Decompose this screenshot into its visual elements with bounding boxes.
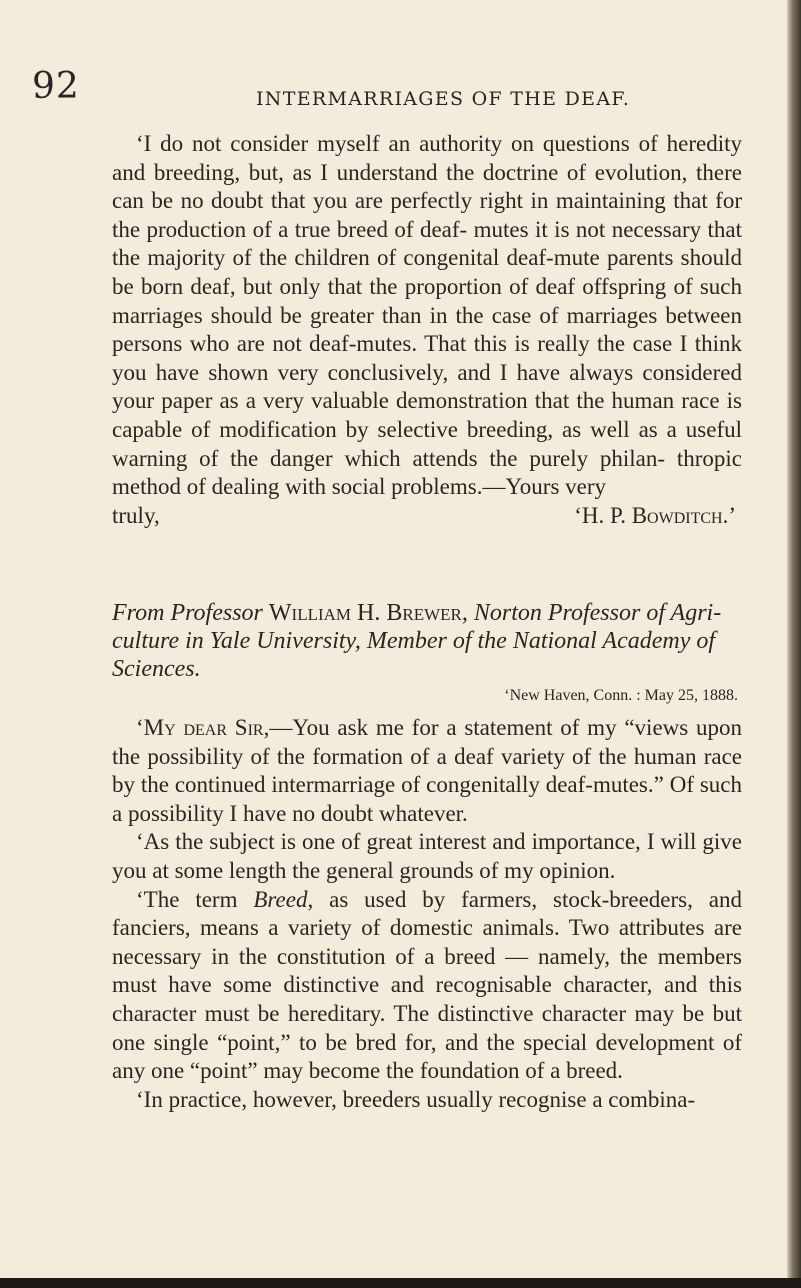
dateline: ‘New Haven, Conn. : May 25, 1888. bbox=[504, 687, 738, 704]
paragraph: ‘In practice, however, breeders usually recognise a combina- bbox=[136, 1086, 696, 1112]
running-title: INTERMARRIAGES OF THE DEAF. bbox=[256, 88, 631, 110]
letter-bowditch bbox=[112, 130, 742, 530]
emphasis-breed: Breed bbox=[253, 886, 308, 912]
letter-brewer-heading: From Professor William H. Brewer, Norton Professor of Agri-culture in Yale University, Member of the National Academy of Sciences. bbox=[112, 600, 722, 682]
page-number: 92 bbox=[32, 66, 80, 107]
letter-bowditch-closing-line bbox=[112, 502, 742, 531]
letter-bowditch-body: ‘I do not consider myself an authority on questions of heredity and breeding, but, as I understand the doctrine of evolution, there can be no doubt that you are perfectly right in maintaining that for the production of a true breed of deaf- mutes it is not necessary that the majority of the children of congenital deaf-mute parents should be born deaf, but only that the proportion of deaf offspring of such marriages should be greater than in the case of marriages between persons who are not deaf-mutes. That this is really the case I think you have shown very conclusively, and I have always considered your paper as a very valuable demonstration that the human race is capable of modification by selective breeding, as well as a useful warning of the danger which attends the purely philan- thropic method of dealing with social problems.—Yours very bbox=[112, 131, 743, 500]
paragraph: ‘As the subject is one of great interest and importance, I will give you at some length the general grounds of my opinion. bbox=[112, 829, 742, 883]
letter-brewer-body bbox=[112, 714, 742, 1114]
page-edge-shadow bbox=[787, 0, 801, 1288]
salutation: My dear Sir bbox=[143, 715, 264, 740]
page-bottom-edge bbox=[0, 1278, 801, 1288]
paragraph: ‘The term Breed, as used by farmers, stock-breeders, and fanciers, means a variety of domestic animals. Two attributes are necessary in the constitution of a breed — namely, the members must have some distinctive and recognisable character, and this character must be hereditary. The distinctive character may be but one single “point,” to be bred for, and the special development of any one “point” may become the foundation of a breed. bbox=[112, 886, 742, 1084]
paragraph: ‘My dear Sir,—You ask me for a statement of my “views upon the possibility of the formation of a deaf variety of the human race by the continued intermarriage of congenitally deaf-mutes.” Of such a possibility I have no doubt whatever. bbox=[112, 715, 742, 826]
author-name: William H. Brewer bbox=[268, 600, 462, 626]
closing: truly, bbox=[112, 502, 160, 528]
signature: ‘H. P. Bowditch.’ bbox=[574, 502, 736, 528]
